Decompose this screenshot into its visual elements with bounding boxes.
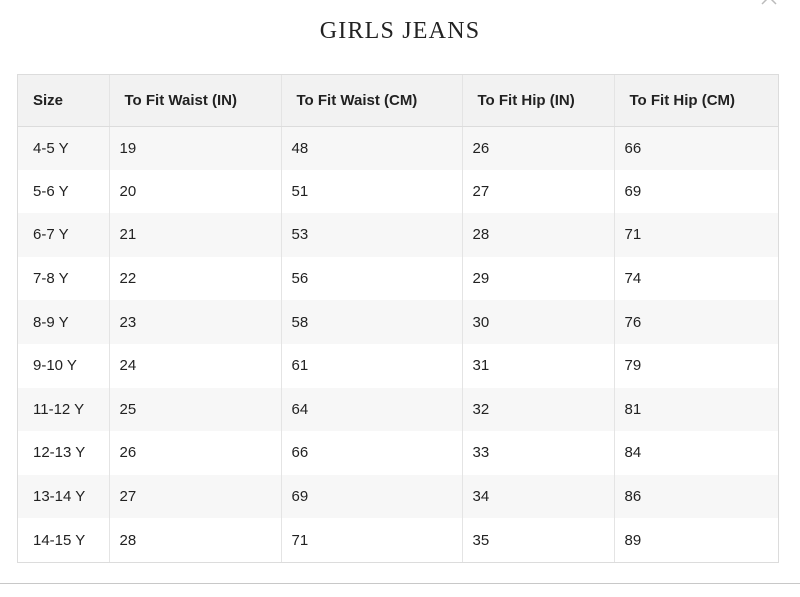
- table-row: [18, 213, 778, 257]
- cell-size: 7-8 Y: [18, 257, 109, 301]
- cell-hip-cm: 86: [624, 488, 642, 506]
- close-icon[interactable]: [758, 0, 780, 8]
- cell-size: 8-9 Y: [18, 300, 109, 344]
- cell-size: 13-14 Y: [18, 475, 109, 519]
- cell-hip-cm: 69: [624, 182, 642, 200]
- cell-waist-cm: 61: [281, 344, 462, 388]
- cell-hip-cm: 89: [624, 531, 642, 549]
- cell-hip-cm: 79: [624, 357, 642, 375]
- cell-waist-in: 25: [109, 388, 281, 432]
- cell-waist-in: 23: [109, 300, 281, 344]
- cell-hip-in: 29: [462, 257, 614, 301]
- cell-hip-cm: 74: [624, 270, 642, 288]
- cell-size: 12-13 Y: [18, 431, 109, 475]
- cell-size: 14-15 Y: [18, 518, 109, 562]
- cell-hip-cm: 76: [624, 313, 642, 331]
- column-header-waist-in: To Fit Waist (IN): [109, 75, 281, 126]
- cell-waist-cm: 53: [281, 213, 462, 257]
- cell-waist-in: 22: [109, 257, 281, 301]
- cell-waist-cm: 66: [281, 431, 462, 475]
- page-title: GIRLS JEANS: [319, 18, 481, 44]
- table-row: [18, 518, 778, 562]
- cell-waist-in: 24: [109, 344, 281, 388]
- cell-waist-in: 26: [109, 431, 281, 475]
- cell-waist-cm: 56: [281, 257, 462, 301]
- table-row: [18, 170, 778, 214]
- column-header-waist-cm: To Fit Waist (CM): [281, 75, 462, 126]
- cell-hip-in: 35: [462, 518, 614, 562]
- cell-size: 9-10 Y: [18, 344, 109, 388]
- cell-size: 4-5 Y: [18, 126, 109, 170]
- cell-hip-in: 28: [462, 213, 614, 257]
- cell-waist-in: 19: [109, 126, 281, 170]
- cell-hip-cm: 84: [624, 444, 642, 462]
- column-header-hip-cm: To Fit Hip (CM): [614, 75, 778, 126]
- cell-hip-cm: 81: [624, 400, 642, 418]
- cell-hip-in: 33: [462, 431, 614, 475]
- cell-hip-cm: 66: [624, 139, 642, 157]
- cell-hip-cm: 71: [624, 226, 642, 244]
- table-row: [18, 300, 778, 344]
- cell-waist-in: 28: [109, 518, 281, 562]
- cell-waist-in: 27: [109, 475, 281, 519]
- cell-hip-in: 32: [462, 388, 614, 432]
- table-row: [18, 475, 778, 519]
- cell-hip-in: 31: [462, 344, 614, 388]
- table-row: [18, 344, 778, 388]
- cell-waist-cm: 69: [281, 475, 462, 519]
- cell-hip-in: 27: [462, 170, 614, 214]
- cell-waist-cm: 71: [281, 518, 462, 562]
- cell-waist-cm: 64: [281, 388, 462, 432]
- cell-waist-cm: 51: [281, 170, 462, 214]
- table-row: [18, 388, 778, 432]
- cell-size: 5-6 Y: [18, 170, 109, 214]
- cell-hip-in: 30: [462, 300, 614, 344]
- column-header-hip-in: To Fit Hip (IN): [462, 75, 614, 126]
- table-row: [18, 126, 778, 170]
- cell-waist-cm: 48: [281, 126, 462, 170]
- cell-waist-in: 20: [109, 170, 281, 214]
- cell-waist-cm: 58: [281, 300, 462, 344]
- cell-hip-in: 34: [462, 475, 614, 519]
- cell-waist-in: 21: [109, 213, 281, 257]
- cell-size: 11-12 Y: [18, 388, 109, 432]
- size-chart-table: [17, 74, 779, 563]
- table-header-row: [18, 75, 778, 126]
- table-row: [18, 431, 778, 475]
- cell-size: 6-7 Y: [18, 213, 109, 257]
- column-header-size: Size: [18, 75, 109, 126]
- table-row: [18, 257, 778, 301]
- cell-hip-in: 26: [462, 126, 614, 170]
- divider: [0, 583, 800, 584]
